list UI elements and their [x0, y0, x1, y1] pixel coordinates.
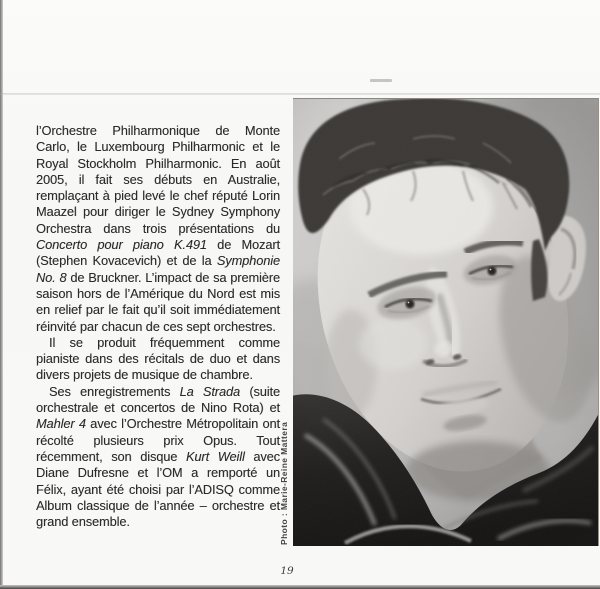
- scan-edge-left: [0, 0, 3, 589]
- paragraph: l’Orchestre Philharmonique de Monte Carlo, le Luxembourg Philharmonic et le Royal Stockholm Philharmonic. En août 2005, il fait ses débuts en Australie, remplaçant à pied levé le chef réputé Lorin Maazel pour diriger le Sydney Symphony Orchestra dans trois présentations du Concerto pour piano K.491 de Mozart (Stephen Kovacevich) et de la Symphonie No. 8 de Bruckner. L’impact de sa première saison hors de l’Amérique du Nord est mis en relief par le fait qu’il soit immédiatement réinvité par chacun de ces sept orchestres.: [36, 123, 280, 334]
- scan-artifact-dash: [370, 79, 392, 82]
- portrait-photo-drawing: [293, 99, 598, 546]
- page-fold-line: [0, 93, 600, 95]
- portrait-photo: [293, 98, 599, 546]
- paragraph: Ses enregistrements La Strada (suite orchestrale et concertos de Nino Rota) et Mahler 4 avec l’Orchestre Métropolitain ont récolté plusieurs prix Opus. Tout récemment, son disque Kurt Weill avec Diane Dufresne et l’OM a remporté un Félix, ayant été choisi par l’ADISQ comme Album classique de l’année – orchestre et grand ensemble.: [36, 383, 281, 530]
- paragraph: Il se produit fréquemment comme pianiste dans des récitals de duo et dans divers projets de musique de chambre.: [36, 334, 280, 383]
- photo-credit: Photo : Marie-Reine Mattera: [279, 421, 289, 545]
- article-text: [36, 123, 280, 530]
- scan-edge-bottom: [0, 585, 600, 589]
- page-number: 19: [280, 565, 294, 577]
